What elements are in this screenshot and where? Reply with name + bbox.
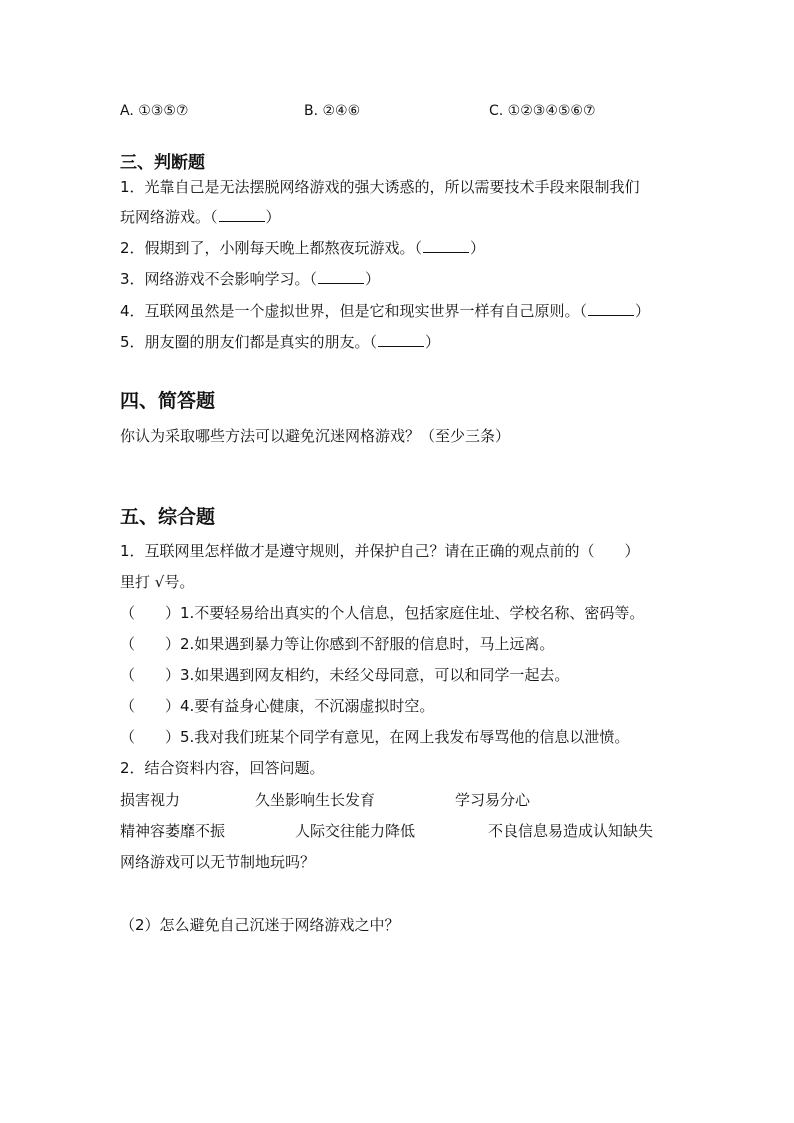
judge-q3-blank[interactable] [318,269,364,284]
choice-a: A. ①③⑤⑦ [120,103,189,119]
judge-q4 [120,301,650,321]
judge-q2-blank[interactable] [423,238,469,253]
judge-q2-text: 2．假期到了，小刚每天晚上都熬夜玩游戏。（ [120,239,423,257]
comp-q1-line2: 里打 √号。 [120,573,195,591]
comp-q1-line1: 1．互联网里怎样做才是遵守规则，并保护自己？请在正确的观点前的（ ） [120,542,640,560]
judge-q5-blank[interactable] [378,332,424,347]
short-answer-question: 你认为采取哪些方法可以避免沉迷网格游戏？（至少三条） [120,427,511,445]
check-item[interactable]: （ ）1.不要轻易给出真实的个人信息，包括家庭住址、学校名称、密码等。 [120,604,645,622]
judge-q3-text: 3．网络游戏不会影响学习。（ [120,270,318,288]
material-item: 久坐影响生长发育 [255,791,376,809]
material-item: 损害视力 [120,791,181,809]
judge-q2 [120,238,485,258]
material-item: 不良信息易造成认知缺失 [488,822,654,840]
sub-question-2: （2）怎么避免自己沉迷于网络游戏之中？ [120,916,400,934]
judge-q1-line2 [120,207,281,227]
section-5-title: 五、综合题 [120,506,216,528]
choice-b: B. ②④⑥ [304,103,361,119]
check-item[interactable]: （ ）2.如果遇到暴力等让你感到不舒服的信息时，马上远离。 [120,635,555,653]
judge-q1-line1: 1．光靠自己是无法摆脱网络游戏的强大诱惑的，所以需要技术手段来限制我们 [120,178,640,196]
material-item: 学习易分心 [455,791,531,809]
judge-q4-blank[interactable] [588,301,634,316]
section-4-title: 四、简答题 [120,390,216,412]
judge-q4-text: 4．互联网虽然是一个虚拟世界，但是它和现实世界一样有自己原则。（ [120,302,588,320]
choice-c: C. ①②③④⑤⑥⑦ [489,103,596,119]
judge-q2-close: ） [470,239,486,257]
judge-q3-close: ） [365,270,381,288]
judge-q5-close: ） [425,333,441,351]
judge-q3 [120,269,380,289]
material-item: 精神容萎靡不振 [120,822,226,840]
sub-question-1: 网络游戏可以无节制地玩吗？ [120,853,316,871]
judge-q1-text: 玩网络游戏。（ [120,208,218,226]
material-item: 人际交往能力降低 [295,822,416,840]
judge-q5-text: 5．朋友圈的朋友们都是真实的朋友。（ [120,333,378,351]
judge-q4-close: ） [635,302,651,320]
comp-q2: 2．结合资料内容，回答问题。 [120,759,325,777]
judge-q5 [120,332,440,352]
check-item[interactable]: （ ）3.如果遇到网友相约，未经父母同意，可以和同学一起去。 [120,666,570,684]
judge-q1-blank[interactable] [219,207,265,222]
check-item[interactable]: （ ）4.要有益身心健康，不沉溺虚拟时空。 [120,697,435,715]
judge-q1-close: ） [265,208,281,226]
check-item[interactable]: （ ）5.我对我们班某个同学有意见，在网上我发布辱骂他的信息以泄愤。 [120,728,630,746]
section-3-title: 三、判断题 [120,153,205,173]
